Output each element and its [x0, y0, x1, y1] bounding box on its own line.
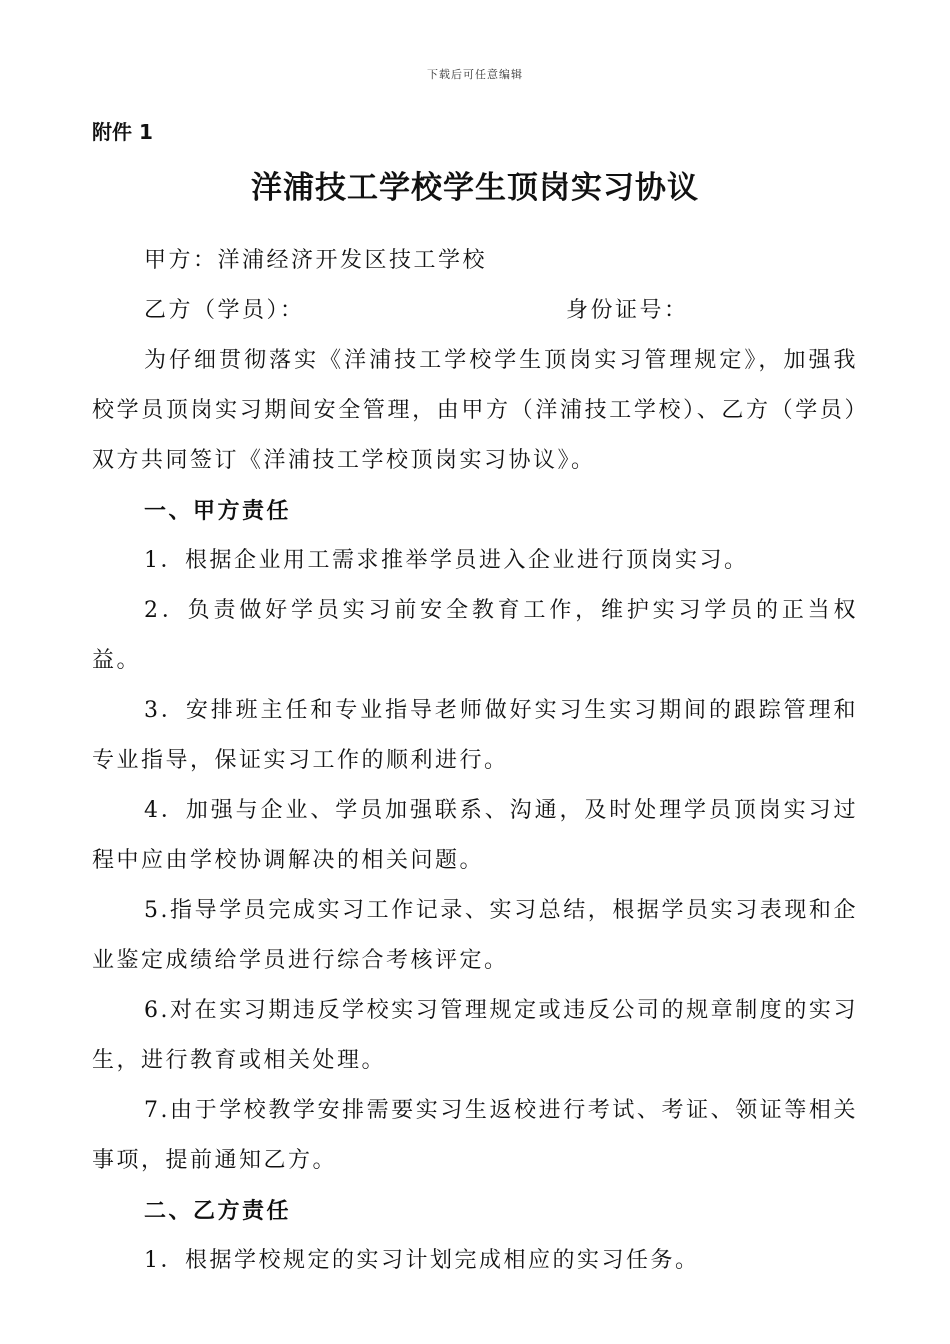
section-a-item: 2．负责做好学员实习前安全教育工作，维护实习学员的正当权益。: [92, 598, 858, 673]
section-a-item: 3．安排班主任和专业指导老师做好实习生实习期间的跟踪管理和专业指导，保证实习工作的顺利进行。: [92, 698, 858, 773]
section-a-item: 5.指导学员完成实习工作记录、实习总结，根据学员实习表现和企业鉴定成绩给学员进行综合考核评定。: [92, 898, 858, 973]
section-a-item: 6.对在实习期违反学校实习管理规定或违反公司的规章制度的实习生，进行教育或相关处理。: [92, 998, 858, 1073]
section-a-heading: 一、甲方责任: [144, 498, 292, 524]
section-a-item: 4．加强与企业、学员加强联系、沟通，及时处理学员顶岗实习过程中应由学校协调解决的相关问题。: [92, 798, 858, 873]
header-note: 下载后可任意编辑: [427, 68, 523, 81]
party-a-line: 甲方：洋浦经济开发区技工学校: [144, 248, 488, 273]
section-b-item: 1．根据学校规定的实习计划完成相应的实习任务。: [144, 1248, 700, 1273]
attachment-label: 附件 1: [92, 120, 153, 144]
document-title: 洋浦技工学校学生顶岗实习协议: [251, 170, 699, 206]
id-number-label: 身份证号：: [566, 298, 689, 323]
section-a-item: 7.由于学校教学安排需要实习生返校进行考试、考证、领证等相关事项，提前通知乙方。: [92, 1098, 858, 1173]
document-body: [92, 236, 858, 1286]
section-a-item: 1．根据企业用工需求推举学员进入企业进行顶岗实习。: [144, 548, 749, 573]
section-b-heading: 二、乙方责任: [144, 1198, 292, 1224]
intro-paragraph: 为仔细贯彻落实《洋浦技工学校学生顶岗实习管理规定》，加强我校学员顶岗实习期间安全管理，由甲方（洋浦技工学校）、乙方（学员）双方共同签订《洋浦技工学校顶岗实习协议》。: [92, 348, 858, 473]
party-b-line: [92, 286, 858, 336]
party-b-label: 乙方（学员）：: [144, 298, 305, 323]
